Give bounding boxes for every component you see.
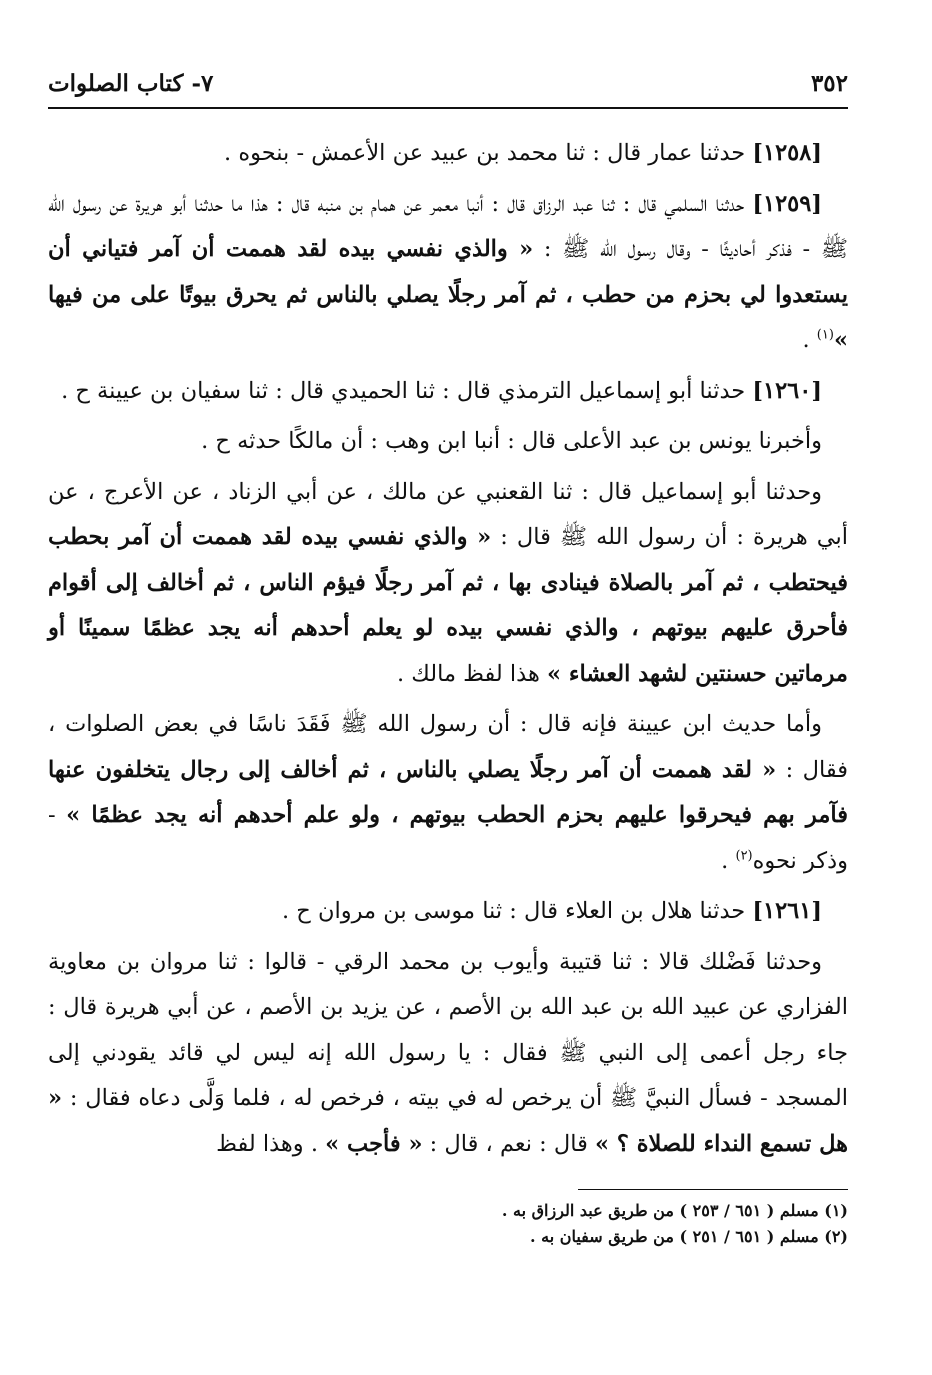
hadith-1261 <box>48 889 848 935</box>
footnote-1: (١) مسلم ( ٦٥١ / ٢٥٣ ) من طريق عبد الرزاق به . <box>501 1201 848 1220</box>
chain-paragraph <box>48 702 848 884</box>
hadith-text: حدثنا عمار قال : ثنا محمد بن عبيد عن الأعمش - بنحوه . <box>224 140 753 166</box>
hadith-1259 <box>48 182 848 364</box>
hadith-tail: - وذكر نحوه <box>48 802 848 874</box>
hadith-tail: قال : نعم ، قال : <box>422 1130 596 1157</box>
book-page <box>48 70 848 1250</box>
prophetic-quote: « لقد هممت أن آمر رجلًا يصلي بالناس ، ثم أخالف إلى رجال يتخلفون عنها فآمر بهم فيحرقوا عليهم بحزم الحطب بيوتهم ، ولو علم أحدهم أنه يجد عظمًا » <box>48 756 848 828</box>
page-number: ٣٥٢ <box>810 70 848 97</box>
hadith-text: حدثنا السلمي قال : ثنا عبد الرزاق قال : أنبا معمر عن همام بن منبه قال : هذا ما حدثنا أبو هريرة عن رسول الله ﷺ - فذكر أحاديثًا - وقال رسول الله ﷺ : <box>48 190 849 262</box>
chain-paragraph <box>48 470 848 698</box>
hadith-tail: . وهذا لفظ <box>216 1130 326 1157</box>
footnote-2: (٢) مسلم ( ٦٥١ / ٢٥١ ) من طريق سفيان به . <box>529 1227 848 1246</box>
chain-text: وحدثنا فَضْلك قالا : ثنا قتيبة وأيوب بن محمد الرقي - قالوا : ثنا مروان بن معاوية الفزاري عن عبيد الله بن عبد الله بن الأصم ، عن يزيد بن الأصم ، عن أبي هريرة قال : جاء رجل أعمى إلى النبي ﷺ فقال : يا رسول الله إنه ليس لي قائد يقودني إلى المسجد - فسأل النبيَّ ﷺ أن يرخص له في بيته ، فرخص له ، فلما وَلَّى دعاه فقال : <box>48 948 848 1111</box>
chain-text: وأما حديث ابن عيينة فإنه قال : أن رسول الله ﷺ فَقَدَ ناسًا في بعض الصلوات ، فقال : <box>48 711 848 783</box>
footnotes <box>48 1198 848 1250</box>
prophetic-quote: « والذي نفسي بيده لقد هممت أن آمر بحطب فيحتطب ، ثم آمر بالصلاة فينادى بها ، ثم آمر رجلًا فيؤم الناس ، ثم أخالف إلى أقوام فأحرق عليهم بيوتهم ، والذي نفسي بيده لو يعلم أحدهم أنه يجد عظمًا سمينًا أو مرماتين حسنتين لشهد العشاء » <box>48 524 848 687</box>
main-text <box>48 131 848 1167</box>
chain-text: وأخبرنا يونس بن عبد الأعلى قال : أنبا ابن وهب : أن مالكًا حدثه ح . <box>201 428 822 454</box>
hadith-number: [١٢٦١] <box>752 898 822 924</box>
hadith-1258 <box>48 131 848 177</box>
footnote-ref: (١) <box>816 327 834 343</box>
prophetic-quote: « فأجب » <box>325 1130 423 1157</box>
hadith-tail: . <box>802 327 817 353</box>
footnote-divider <box>578 1189 848 1190</box>
hadith-tail: . <box>721 847 736 874</box>
prophetic-quote: « والذي نفسي بيده لقد هممت أن آمر فتياني أن يستعدوا لي بحزم من حطب ، ثم آمر رجلًا يصلي بالناس ثم يحرق بيوتًا على من فيها » <box>48 236 848 353</box>
chain-paragraph <box>48 419 848 465</box>
prophetic-quote: « هل تسمع النداء للصلاة ؟ » <box>48 1085 848 1157</box>
footnote-ref: (٢) <box>735 848 753 863</box>
hadith-tail: هذا لفظ مالك . <box>396 660 547 687</box>
hadith-1260 <box>48 369 848 415</box>
hadith-number: [١٢٦٠] <box>752 377 822 404</box>
hadith-number: [١٢٥٨] <box>752 140 822 166</box>
chapter-title: ٧- كتاب الصلوات <box>48 70 214 97</box>
hadith-text: حدثنا هلال بن العلاء قال : ثنا موسى بن مروان ح . <box>281 898 753 924</box>
hadith-text: حدثنا أبو إسماعيل الترمذي قال : ثنا الحميدي قال : ثنا سفيان بن عيينة ح . <box>61 377 753 404</box>
chain-paragraph <box>48 940 848 1168</box>
page-header <box>48 70 848 109</box>
chain-text: وحدثنا أبو إسماعيل قال : ثنا القعنبي عن مالك ، عن أبي الزناد ، عن الأعرج ، عن أبي هريرة : أن رسول الله ﷺ قال : <box>48 478 848 550</box>
hadith-number: [١٢٥٩] <box>752 190 822 217</box>
